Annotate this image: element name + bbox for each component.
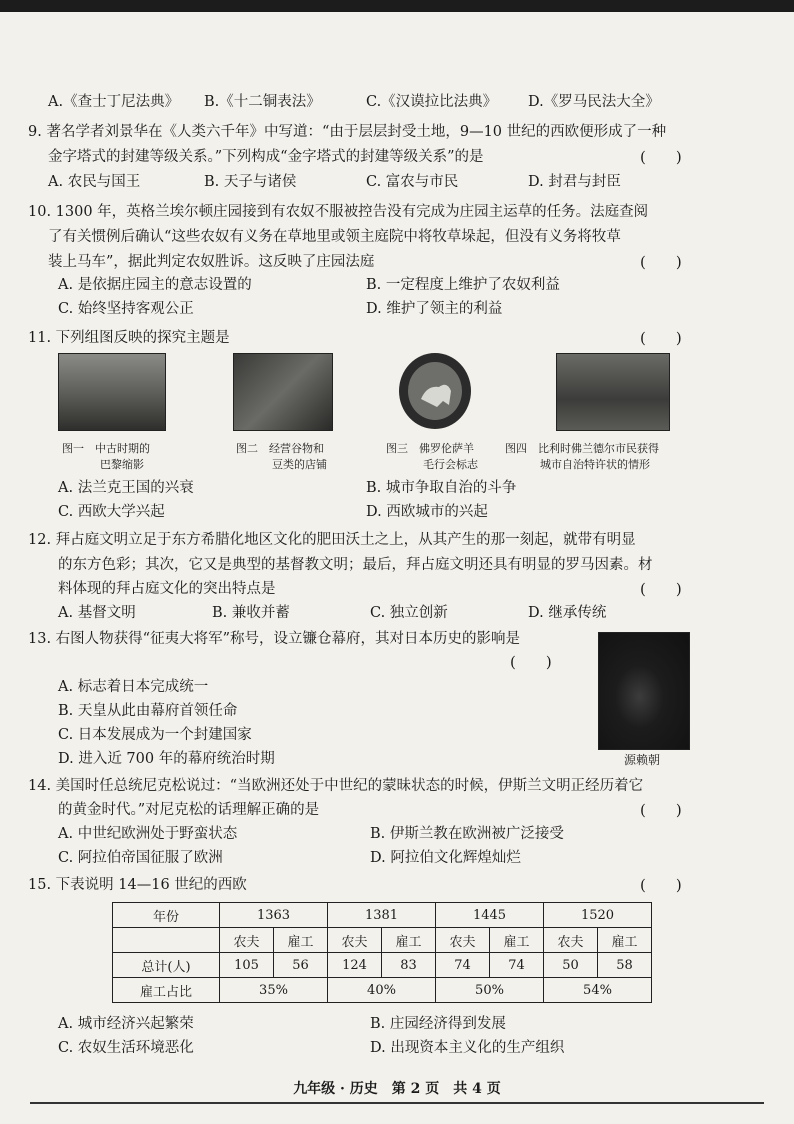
- table-cell: 74: [490, 953, 544, 978]
- table-cell: 105: [220, 953, 274, 978]
- q9-stem-line1: 9. 著名学者刘景华在《人类六千年》中写道：“由于层层封受土地，9—10 世纪的西欧便形成了一种: [28, 124, 667, 140]
- table-row: [113, 978, 652, 1003]
- q13-answer-blank: ( ): [510, 653, 552, 671]
- table-row: [113, 903, 652, 928]
- q12-option-d: D. 继承传统: [528, 605, 607, 621]
- table-cell: [113, 928, 220, 953]
- q12-option-c: C. 独立创新: [370, 605, 448, 621]
- table-subheader-farmer: 农夫: [544, 928, 598, 953]
- q15-option-d: D. 出现资本主义化的生产组织: [370, 1040, 565, 1056]
- q11-option-c: C. 西欧大学兴起: [58, 504, 165, 520]
- table-year-cell: 1520: [544, 903, 652, 928]
- q11-option-a: A. 法兰克王国的兴衰: [58, 480, 194, 496]
- q14-stem-line2: 的黄金时代。”对尼克松的话理解正确的是: [58, 802, 320, 818]
- q10-option-a: A. 是依据庄园主的意志设置的: [58, 277, 252, 293]
- table-ratio-cell: 54%: [544, 978, 652, 1003]
- footer-divider: [30, 1102, 764, 1104]
- q12-stem-line3: 料体现的拜占庭文化的突出特点是: [58, 581, 276, 597]
- table-cell: 124: [328, 953, 382, 978]
- table-year-cell: 1381: [328, 903, 436, 928]
- q13-option-a: A. 标志着日本完成统一: [58, 679, 209, 695]
- q14-option-c: C. 阿拉伯帝国征服了欧洲: [58, 850, 223, 866]
- table-year-cell: 1445: [436, 903, 544, 928]
- table-cell: 83: [382, 953, 436, 978]
- q10-stem-line1: 10. 1300 年，英格兰埃尔顿庄园接到有农奴不服被控告没有完成为庄园主运草的任务。法庭查阅: [28, 204, 649, 220]
- table-subheader-hired: 雇工: [598, 928, 652, 953]
- q12-stem-line1: 12. 拜占庭文明立足于东方希腊化地区文化的肥田沃土之上，从其产生的那一刻起，就带有明显: [28, 532, 636, 548]
- table-ratio-cell: 35%: [220, 978, 328, 1003]
- q15-stem: 15. 下表说明 14—16 世纪的西欧: [28, 877, 247, 893]
- q9-option-a: A. 农民与国王: [48, 174, 141, 190]
- q8-option-a: A.《查士丁尼法典》: [48, 94, 180, 110]
- figure-4-caption-line1: 图四 比利时佛兰德尔市民获得: [505, 442, 659, 455]
- table-subheader-farmer: 农夫: [220, 928, 274, 953]
- q15-option-b: B. 庄园经济得到发展: [370, 1016, 506, 1032]
- q11-option-b: B. 城市争取自治的斗争: [366, 480, 517, 496]
- q14-option-d: D. 阿拉伯文化辉煌灿烂: [370, 850, 521, 866]
- q13-option-b: B. 天皇从此由幕府首领任命: [58, 703, 238, 719]
- table-label-total: 总计(人): [113, 953, 220, 978]
- figure-4-charter-image: [556, 353, 670, 431]
- figure-3-caption-line2: 毛行会标志: [423, 458, 478, 471]
- table-cell: 74: [436, 953, 490, 978]
- figure-1-paris-image: [58, 353, 166, 431]
- q15-option-a: A. 城市经济兴起繁荣: [58, 1016, 194, 1032]
- q11-option-d: D. 西欧城市的兴起: [366, 504, 488, 520]
- figure-1-caption-line2: 巴黎缩影: [100, 458, 144, 471]
- table-subheader-hired: 雇工: [382, 928, 436, 953]
- q10-answer-blank: ( ): [640, 253, 682, 271]
- q9-option-c: C. 富农与市民: [366, 174, 459, 190]
- q13-option-c: C. 日本发展成为一个封建国家: [58, 727, 252, 743]
- q12-answer-blank: ( ): [640, 580, 682, 598]
- figure-3-caption-line1: 图三 佛罗伦萨羊: [386, 442, 474, 455]
- figure-2-shop-image: [233, 353, 333, 431]
- q8-option-d: D.《罗马民法大全》: [528, 94, 660, 110]
- q9-option-b: B. 天子与诸侯: [204, 174, 297, 190]
- page-footer: 九年级 · 历史 第 2 页 共 4 页: [293, 1081, 501, 1097]
- table-row: [113, 928, 652, 953]
- figure-2-caption-line1: 图二 经营谷物和: [236, 442, 324, 455]
- q9-option-d: D. 封君与封臣: [528, 174, 621, 190]
- table-subheader-hired: 雇工: [490, 928, 544, 953]
- q12-stem-line2: 的东方色彩；其次，它又是典型的基督教文明；最后，拜占庭文明还具有明显的罗马因素。材: [58, 557, 653, 573]
- q10-option-c: C. 始终坚持客观公正: [58, 301, 194, 317]
- table-label-ratio: 雇工占比: [113, 978, 220, 1003]
- table-row: [113, 953, 652, 978]
- q12-option-a: A. 基督文明: [58, 605, 136, 621]
- q14-option-a: A. 中世纪欧洲处于野蛮状态: [58, 826, 238, 842]
- figure-1-caption-line1: 图一 中古时期的: [62, 442, 150, 455]
- q9-stem-line2: 金字塔式的封建等级关系。”下列构成“金字塔式的封建等级关系”的是: [48, 149, 484, 165]
- figure-2-caption-line2: 豆类的店铺: [272, 458, 327, 471]
- q10-stem-line2: 了有关惯例后确认“这些农奴有义务在草地里或领主庭院中将牧草垛起，但没有义务将牧草: [48, 229, 621, 245]
- q8-option-b: B.《十二铜表法》: [204, 94, 321, 110]
- table-ratio-cell: 40%: [328, 978, 436, 1003]
- q13-option-d: D. 进入近 700 年的幕府统治时期: [58, 751, 275, 767]
- q11-answer-blank: ( ): [640, 329, 682, 347]
- minamoto-portrait-image: [598, 632, 690, 750]
- table-subheader-farmer: 农夫: [328, 928, 382, 953]
- q15-option-c: C. 农奴生活环境恶化: [58, 1040, 194, 1056]
- q8-option-c: C.《汉谟拉比法典》: [366, 94, 498, 110]
- q12-option-b: B. 兼收并蓄: [212, 605, 290, 621]
- table-cell: 50: [544, 953, 598, 978]
- table-ratio-cell: 50%: [436, 978, 544, 1003]
- table-header-year: 年份: [113, 903, 220, 928]
- q14-stem-line1: 14. 美国时任总统尼克松说过：“当欧洲还处于中世纪的蒙昧状态的时候，伊斯兰文明正经历着它: [28, 778, 644, 794]
- q15-answer-blank: ( ): [640, 876, 682, 894]
- figure-4-caption-line2: 城市自治特许状的情形: [540, 458, 650, 471]
- q10-option-b: B. 一定程度上维护了农奴利益: [366, 277, 560, 293]
- q10-option-d: D. 维护了领主的利益: [366, 301, 503, 317]
- q11-stem: 11. 下列组图反映的探究主题是: [28, 330, 230, 346]
- portrait-caption: 源赖朝: [624, 753, 661, 767]
- q9-answer-blank: ( ): [640, 148, 682, 166]
- q10-stem-line3: 装上马车”，据此判定农奴胜诉。这反映了庄园法庭: [48, 254, 375, 270]
- q14-answer-blank: ( ): [640, 801, 682, 819]
- table-year-cell: 1363: [220, 903, 328, 928]
- q13-stem: 13. 右图人物获得“征夷大将军”称号，设立镰仓幕府，其对日本历史的影响是: [28, 631, 520, 647]
- table-cell: 58: [598, 953, 652, 978]
- table-subheader-farmer: 农夫: [436, 928, 490, 953]
- table-cell: 56: [274, 953, 328, 978]
- q15-data-table: [112, 902, 652, 1003]
- table-subheader-hired: 雇工: [274, 928, 328, 953]
- figure-3-guild-emblem-image: [397, 351, 473, 431]
- q14-option-b: B. 伊斯兰教在欧洲被广泛接受: [370, 826, 564, 842]
